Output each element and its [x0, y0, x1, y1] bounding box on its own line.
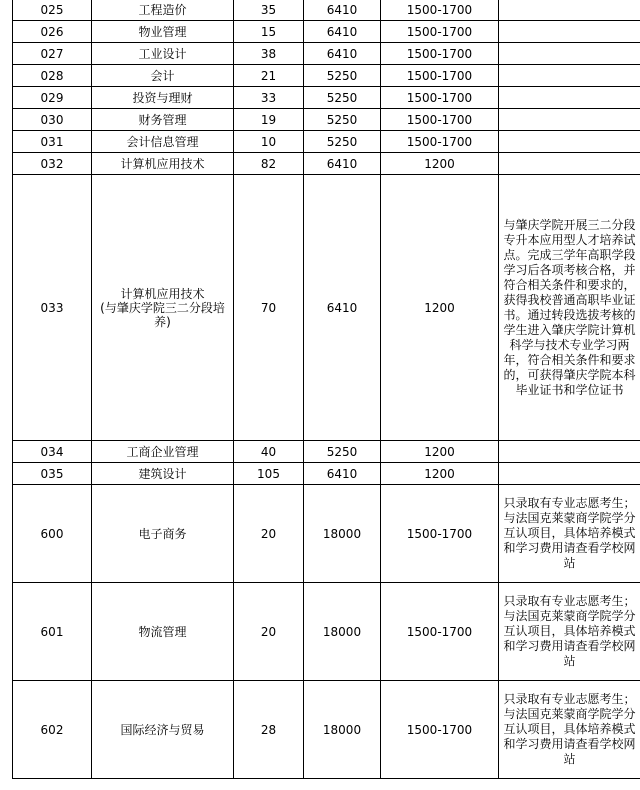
note-cell [499, 43, 640, 65]
table-row [13, 583, 640, 681]
fee-cell: 1200 [381, 175, 499, 441]
note-cell [499, 441, 640, 463]
code-cell: 602 [13, 681, 92, 779]
tuition-cell: 6410 [304, 153, 381, 175]
major-cell: 会计信息管理 [92, 131, 234, 153]
code-cell: 035 [13, 463, 92, 485]
table-row [13, 0, 640, 21]
table-row [13, 131, 640, 153]
code-cell: 025 [13, 0, 92, 21]
code-cell: 601 [13, 583, 92, 681]
code-cell: 026 [13, 21, 92, 43]
note-cell: 只录取有专业志愿考生；与法国克莱蒙商学院学分互认项目，具体培养模式和学习费用请查看学校网站 [499, 583, 640, 681]
table-row [13, 65, 640, 87]
major-cell: 电子商务 [92, 485, 234, 583]
tuition-cell: 5250 [304, 131, 381, 153]
fee-cell: 1500-1700 [381, 109, 499, 131]
code-cell: 030 [13, 109, 92, 131]
fee-cell: 1500-1700 [381, 583, 499, 681]
note-cell [499, 87, 640, 109]
count-cell: 105 [234, 463, 304, 485]
tuition-cell: 5250 [304, 109, 381, 131]
count-cell: 40 [234, 441, 304, 463]
major-cell: 建筑设计 [92, 463, 234, 485]
note-cell [499, 131, 640, 153]
table-row [13, 175, 640, 441]
fee-cell: 1500-1700 [381, 43, 499, 65]
fee-cell: 1200 [381, 463, 499, 485]
table-row [13, 43, 640, 65]
count-cell: 70 [234, 175, 304, 441]
major-cell: 计算机应用技术 [92, 153, 234, 175]
table-row [13, 87, 640, 109]
note-cell [499, 0, 640, 21]
count-cell: 38 [234, 43, 304, 65]
code-cell: 027 [13, 43, 92, 65]
major-cell: 投资与理财 [92, 87, 234, 109]
major-cell: 会计 [92, 65, 234, 87]
table-row [13, 21, 640, 43]
count-cell: 20 [234, 485, 304, 583]
tuition-cell: 6410 [304, 175, 381, 441]
note-cell [499, 21, 640, 43]
code-cell: 600 [13, 485, 92, 583]
count-cell: 35 [234, 0, 304, 21]
table-row [13, 681, 640, 779]
major-cell: 国际经济与贸易 [92, 681, 234, 779]
code-cell: 029 [13, 87, 92, 109]
enrollment-table [12, 0, 640, 779]
fee-cell: 1200 [381, 441, 499, 463]
note-cell [499, 463, 640, 485]
fee-cell: 1500-1700 [381, 87, 499, 109]
note-cell [499, 109, 640, 131]
count-cell: 19 [234, 109, 304, 131]
tuition-cell: 18000 [304, 485, 381, 583]
code-cell: 033 [13, 175, 92, 441]
note-cell [499, 65, 640, 87]
tuition-cell: 6410 [304, 43, 381, 65]
major-cell: 财务管理 [92, 109, 234, 131]
count-cell: 82 [234, 153, 304, 175]
major-cell: 物流管理 [92, 583, 234, 681]
major-cell: 物业管理 [92, 21, 234, 43]
fee-cell: 1500-1700 [381, 131, 499, 153]
tuition-cell: 5250 [304, 87, 381, 109]
tuition-cell: 6410 [304, 0, 381, 21]
fee-cell: 1200 [381, 153, 499, 175]
note-cell [499, 153, 640, 175]
count-cell: 20 [234, 583, 304, 681]
tuition-cell: 18000 [304, 583, 381, 681]
table-body [13, 0, 640, 779]
count-cell: 33 [234, 87, 304, 109]
code-cell: 034 [13, 441, 92, 463]
table-row [13, 485, 640, 583]
table-row [13, 441, 640, 463]
table-row [13, 109, 640, 131]
count-cell: 21 [234, 65, 304, 87]
count-cell: 10 [234, 131, 304, 153]
code-cell: 028 [13, 65, 92, 87]
note-cell: 与肇庆学院开展三二分段专升本应用型人才培养试点。完成三学年高职学段学习后各项考核合格，并符合相关条件和要求的，获得我校普通高职毕业证书。通过转段选拔考核的学生进入肇庆学院计算机科学与技术专业学习两年，符合相关条件和要求的，可获得肇庆学院本科毕业证书和学位证书 [499, 175, 640, 441]
tuition-cell: 6410 [304, 21, 381, 43]
major-cell: 工程造价 [92, 0, 234, 21]
code-cell: 031 [13, 131, 92, 153]
fee-cell: 1500-1700 [381, 65, 499, 87]
major-cell: 工业设计 [92, 43, 234, 65]
tuition-cell: 5250 [304, 441, 381, 463]
note-cell: 只录取有专业志愿考生；与法国克莱蒙商学院学分互认项目，具体培养模式和学习费用请查看学校网站 [499, 485, 640, 583]
fee-cell: 1500-1700 [381, 0, 499, 21]
table-row [13, 153, 640, 175]
note-cell: 只录取有专业志愿考生；与法国克莱蒙商学院学分互认项目，具体培养模式和学习费用请查看学校网站 [499, 681, 640, 779]
tuition-cell: 18000 [304, 681, 381, 779]
fee-cell: 1500-1700 [381, 21, 499, 43]
count-cell: 15 [234, 21, 304, 43]
count-cell: 28 [234, 681, 304, 779]
fee-cell: 1500-1700 [381, 681, 499, 779]
table-row [13, 463, 640, 485]
fee-cell: 1500-1700 [381, 485, 499, 583]
major-cell: 计算机应用技术 (与肇庆学院三二分段培养) [92, 175, 234, 441]
major-cell: 工商企业管理 [92, 441, 234, 463]
code-cell: 032 [13, 153, 92, 175]
tuition-cell: 5250 [304, 65, 381, 87]
tuition-cell: 6410 [304, 463, 381, 485]
